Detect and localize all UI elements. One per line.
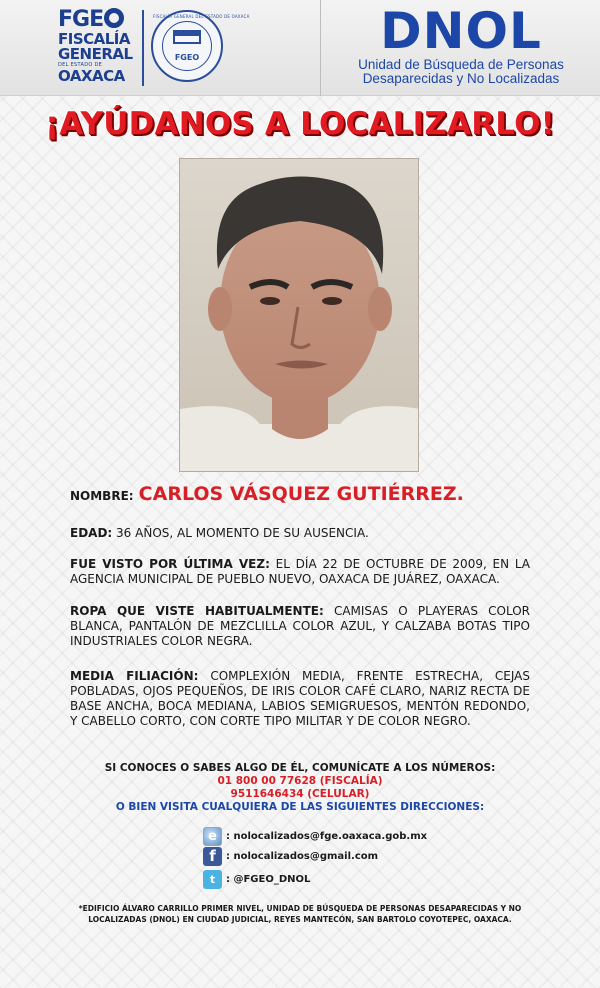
missing-person-photo (179, 158, 419, 472)
facebook-link[interactable]: : nolocalizados@gmail.com (226, 850, 379, 862)
fgeo-line-oaxaca: OAXACA (58, 67, 125, 85)
features-paragraph (70, 669, 530, 729)
name-label: NOMBRE: (70, 489, 134, 503)
dnol-subtitle-line1: Unidad de Búsqueda de Personas (358, 57, 564, 72)
contact-visit-text: O BIEN VISITA CUALQUIERA DE LAS SIGUIENTES DIRECCIONES: (115, 801, 485, 813)
facebook-icon: f (203, 847, 222, 866)
social-row-twitter[interactable] (203, 868, 310, 890)
address-footnote: *EDIFICIO ÁLVARO CARRILLO PRIMER NIVEL, UNIDAD DE BÚSQUEDA DE PERSONAS DESAPARECIDAS Y NO LOCALIZADAS (DNOL) EN CIUDAD JUDICIAL, REYES MANTECÓN, SAN BARTOLO COYOTEPEC, OAXACA. (78, 904, 522, 924)
last-seen-label: FUE VISTO POR ÚLTIMA VEZ: (70, 557, 270, 571)
social-row-facebook[interactable] (203, 845, 378, 867)
last-seen-paragraph (70, 557, 530, 587)
dnol-logo: DNOL (380, 2, 542, 60)
clothing-value: CAMISAS O PLAYERAS COLOR BLANCA, PANTALÓN DE MEZCLILLA COLOR AZUL, Y CALZABA BOTAS TIPO INDUSTRIALES COLOR NEGRA. (70, 604, 530, 648)
fgeo-logo: FGE (58, 8, 138, 32)
dnol-logo-block (330, 4, 592, 86)
header-panel-divider (320, 0, 321, 96)
age-paragraph (70, 526, 530, 541)
clothing-paragraph (70, 604, 530, 649)
contact-intro: SI CONOCES O SABES ALGO DE ÉL, COMUNÍCATE A LOS NÚMEROS: (104, 762, 496, 774)
name-row (70, 483, 540, 505)
person-name: CARLOS VÁSQUEZ GUTIÉRREZ. (138, 483, 464, 505)
fgeo-line-fiscalia: FISCALÍA (58, 30, 130, 48)
seal-center-text: FGEO (174, 53, 200, 62)
twitter-icon: t (203, 870, 222, 889)
fgeo-line-general: GENERAL (58, 45, 133, 63)
dnol-subtitle-line2: Desaparecidas y No Localizadas (362, 71, 560, 86)
age-value: 36 AÑOS, AL MOMENTO DE SU AUSENCIA. (116, 526, 369, 540)
phone-celular[interactable]: 9511646434 (CELULAR) (230, 788, 370, 800)
social-row-email[interactable] (203, 825, 427, 847)
headline: ¡AYÚDANOS A LOCALIZARLO! (44, 106, 556, 142)
last-seen-value: EL DÍA 22 DE OCTUBRE DE 2009, EN LA AGENCIA MUNICIPAL DE PUEBLO NUEVO, OAXACA DE JUÁREZ, OAXACA. (70, 557, 531, 586)
fgeo-seal-icon (151, 10, 250, 82)
fgeo-logo-o-icon (104, 8, 124, 28)
phone-fiscalia[interactable]: 01 800 00 77628 (FISCALÍA) (217, 775, 383, 787)
seal-ring-text: FISCALÍA GENERAL DEL ESTADO DE OAXACA (153, 14, 250, 19)
portrait-illustration (180, 159, 419, 472)
clothing-label: ROPA QUE VISTE HABITUALMENTE: (70, 604, 324, 618)
seal-building-icon (173, 30, 201, 44)
fgeo-line-del-estado: DEL ESTADO DE (58, 62, 103, 68)
features-label: MEDIA FILIACIÓN: (70, 669, 199, 683)
twitter-link[interactable]: : @FGEO_DNOL (226, 873, 311, 885)
email-link[interactable]: : nolocalizados@fge.oaxaca.gob.mx (226, 830, 428, 842)
web-icon: e (203, 827, 222, 846)
features-value: COMPLEXIÓN MEDIA, FRENTE ESTRECHA, CEJAS POBLADAS, OJOS PEQUEÑOS, DE IRIS COLOR CAFÉ CLARO, NARIZ RECTA DE BASE ANCHA, BOCA MEDIANA, LABIOS SEMIGRUESOS, MENTÓN REDONDO, Y CABELLO CORTO, CON CORTE TIPO MILITAR Y DE COLOR NEGRO. (70, 669, 531, 728)
header-banner (0, 0, 600, 96)
fgeo-logo-block (58, 8, 138, 84)
seal-inner-ring (162, 21, 212, 71)
age-label: EDAD: (70, 526, 113, 540)
header-divider (142, 10, 144, 86)
